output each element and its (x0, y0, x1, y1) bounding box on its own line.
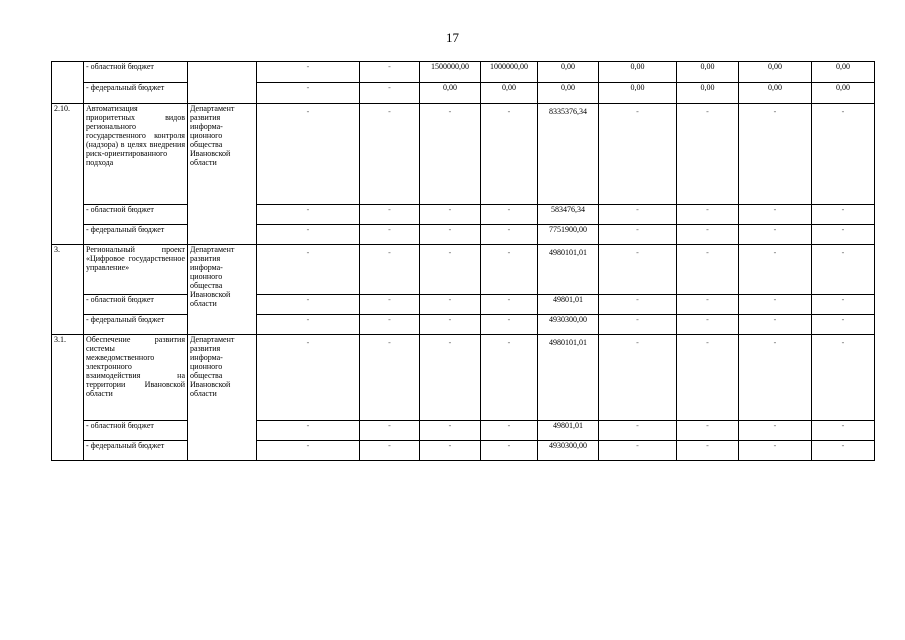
value-cell: 8335376,34 (538, 104, 599, 205)
value-cell: - (257, 315, 360, 335)
value-cell: - (599, 335, 677, 421)
value-cell: - (257, 421, 360, 441)
row-number: 2.10. (52, 104, 84, 245)
budget-source: - областной бюджет (84, 295, 188, 315)
value-cell: - (257, 245, 360, 295)
value-cell: 0,00 (481, 83, 538, 104)
value-cell: - (812, 421, 875, 441)
value-cell: - (599, 421, 677, 441)
value-cell: - (599, 225, 677, 245)
value-cell: - (257, 295, 360, 315)
value-cell: - (677, 104, 739, 205)
value-cell: - (420, 441, 481, 461)
value-cell: - (360, 245, 420, 295)
row-number-cell (52, 62, 84, 104)
table-row (52, 104, 875, 205)
budget-table (51, 61, 875, 461)
value-cell: - (481, 295, 538, 315)
table-row (52, 205, 875, 225)
executor: Департамент развития информа-ционного общества Ивановской области (188, 245, 257, 335)
value-cell: - (360, 421, 420, 441)
value-cell: - (257, 62, 360, 83)
value-cell: - (360, 335, 420, 421)
value-cell: - (257, 225, 360, 245)
value-cell: - (812, 315, 875, 335)
value-cell: - (257, 441, 360, 461)
table-row (52, 83, 875, 104)
value-cell: - (599, 205, 677, 225)
value-cell: 0,00 (538, 83, 599, 104)
table-row (52, 225, 875, 245)
executor: Департамент развития информа-ционного общества Ивановской области (188, 104, 257, 245)
value-cell: - (420, 104, 481, 205)
table-row (52, 295, 875, 315)
budget-source: - областной бюджет (84, 205, 188, 225)
value-cell: - (812, 245, 875, 295)
budget-source: - областной бюджет (84, 421, 188, 441)
value-cell: - (739, 421, 812, 441)
value-cell: 0,00 (812, 62, 875, 83)
value-cell: - (420, 225, 481, 245)
budget-source: - областной бюджет (84, 62, 188, 83)
activity-title: Региональный проект «Цифровое государственное управление» (84, 245, 188, 295)
table-row (52, 421, 875, 441)
value-cell: - (812, 295, 875, 315)
executor: Департамент развития информа-ционного общества Ивановской области (188, 335, 257, 461)
value-cell: - (481, 335, 538, 421)
value-cell: - (360, 225, 420, 245)
value-cell: - (812, 441, 875, 461)
value-cell: - (599, 315, 677, 335)
value-cell: 49801,01 (538, 295, 599, 315)
table-row (52, 335, 875, 421)
row-number: 3. (52, 245, 84, 335)
value-cell: 4930300,00 (538, 315, 599, 335)
value-cell: - (739, 441, 812, 461)
value-cell: - (360, 83, 420, 104)
budget-source: - федеральный бюджет (84, 441, 188, 461)
value-cell: 1500000,00 (420, 62, 481, 83)
value-cell: - (677, 225, 739, 245)
value-cell: - (677, 421, 739, 441)
budget-source: - федеральный бюджет (84, 83, 188, 104)
value-cell: - (812, 205, 875, 225)
value-cell: - (481, 205, 538, 225)
value-cell: - (677, 441, 739, 461)
value-cell: - (739, 295, 812, 315)
value-cell: - (739, 205, 812, 225)
activity-title: Обеспечение развития системы межведомственного электронного взаимодействия на территории Ивановской области (84, 335, 188, 421)
activity-title: Автоматизация приоритетных видов регионального государственного контроля (надзора) в целях внедрения риск-ориентированного подхода (84, 104, 188, 205)
value-cell: 0,00 (677, 83, 739, 104)
value-cell: - (599, 104, 677, 205)
value-cell: 0,00 (538, 62, 599, 83)
table-row (52, 245, 875, 295)
table-row (52, 441, 875, 461)
value-cell: - (739, 245, 812, 295)
value-cell: - (420, 245, 481, 295)
value-cell: - (481, 225, 538, 245)
value-cell: - (481, 421, 538, 441)
value-cell: - (420, 315, 481, 335)
value-cell: - (599, 245, 677, 295)
value-cell: - (360, 315, 420, 335)
value-cell: - (360, 205, 420, 225)
value-cell: 583476,34 (538, 205, 599, 225)
value-cell: - (599, 441, 677, 461)
value-cell: 0,00 (599, 62, 677, 83)
value-cell: - (677, 315, 739, 335)
value-cell: - (481, 441, 538, 461)
value-cell: - (360, 104, 420, 205)
value-cell: 4980101,01 (538, 335, 599, 421)
value-cell: - (257, 205, 360, 225)
value-cell: - (360, 62, 420, 83)
value-cell: 1000000,00 (481, 62, 538, 83)
value-cell: 0,00 (677, 62, 739, 83)
value-cell: - (257, 335, 360, 421)
value-cell: 0,00 (420, 83, 481, 104)
value-cell: 0,00 (812, 83, 875, 104)
value-cell: - (257, 83, 360, 104)
value-cell: - (481, 104, 538, 205)
value-cell: - (599, 295, 677, 315)
budget-source: - федеральный бюджет (84, 315, 188, 335)
budget-source: - федеральный бюджет (84, 225, 188, 245)
value-cell: 4980101,01 (538, 245, 599, 295)
value-cell: - (677, 245, 739, 295)
value-cell: - (739, 104, 812, 205)
value-cell: - (420, 421, 481, 441)
value-cell: 7751900,00 (538, 225, 599, 245)
value-cell: - (677, 205, 739, 225)
value-cell: 49801,01 (538, 421, 599, 441)
value-cell: - (360, 295, 420, 315)
page-number: 17 (446, 30, 459, 45)
value-cell: 4930300,00 (538, 441, 599, 461)
value-cell: - (481, 315, 538, 335)
value-cell: - (812, 104, 875, 205)
value-cell: - (481, 245, 538, 295)
value-cell: 0,00 (739, 62, 812, 83)
value-cell: 0,00 (599, 83, 677, 104)
value-cell: - (420, 295, 481, 315)
value-cell: - (257, 104, 360, 205)
value-cell: - (739, 315, 812, 335)
table-row (52, 62, 875, 83)
value-cell: - (677, 335, 739, 421)
value-cell: - (677, 295, 739, 315)
value-cell: - (739, 225, 812, 245)
value-cell: - (739, 335, 812, 421)
table-row (52, 315, 875, 335)
value-cell: - (360, 441, 420, 461)
value-cell: - (812, 225, 875, 245)
value-cell: - (812, 335, 875, 421)
value-cell: - (420, 335, 481, 421)
value-cell: 0,00 (739, 83, 812, 104)
row-number: 3.1. (52, 335, 84, 461)
value-cell: - (420, 205, 481, 225)
executor-cell (188, 62, 257, 104)
